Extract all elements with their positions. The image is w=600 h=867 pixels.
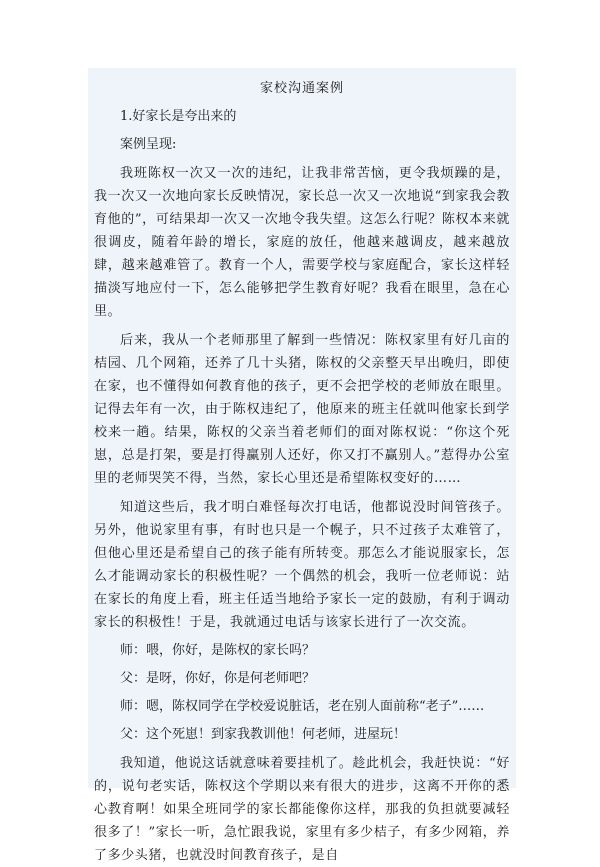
paragraph-1: 我班陈权一次又一次的违纪，让我非常苦恼，更令我烦躁的是，我一次又一次地向家长反映情况，家长总一次又一次地说“到家我会教育他的”，可结果却一次又一次地令我失望。这怎么行呢？陈权本来就很调皮，随着年龄的增长，家庭的放任，他越来越调皮，越来越放肆，越来越难管了。教育一个人，需要学校与家庭配合，家长这样轻描淡写地应付一下，怎么能够把学生教育好呢？我看在眼里，急在心里。 bbox=[94, 166, 510, 319]
dialogue-line-father-1: 父：是呀，你好，你是何老师吧？ bbox=[120, 671, 316, 686]
paragraph-2: 后来，我从一个老师那里了解到一些情况：陈权家里有好几亩的桔园、几个网箱，还养了几十头猪，陈权的父亲整天早出晚归，即使在家，也不懂得如何教育他的孩子，更不会把学校的老师放在眼里。记得去年有一次，由于陈权违纪了，他原来的班主任就叫他家长到学校来一趟。结果，陈权的父亲当着老师们的面对陈权说：“你这个死崽，总是打架，要是打得赢别人还好，你又打不赢别人。”惹得办公室里的老师哭笑不得，当然，家长心里还是希望陈权变好的…… bbox=[94, 333, 510, 486]
dialogue-line-teacher-2: 师：嗯，陈权同学在学校爱说脏话，老在别人面前称“老子”…… bbox=[120, 699, 485, 714]
document-page bbox=[88, 68, 516, 863]
dialogue-line-father-2: 父：这个死崽！到家我教训他！何老师，进屋玩！ bbox=[120, 727, 407, 742]
section-heading: 1.好家长是夸出来的 bbox=[120, 109, 237, 124]
case-label: 案例呈现: bbox=[120, 137, 177, 152]
paragraph-closing: 我知道，他说这话就意味着要挂机了。趁此机会，我赶快说：“好的，说句老实话，陈权这个学期以来有很大的进步，这离不开你的悉心教育啊！如果全班同学的家长都能像你这样，那我的负担就要减轻很多了！”家长一听，急忙跟我说，家里有多少桔子，有多少网箱，养了多少头猪，也就没时间教育孩子，是自 bbox=[94, 756, 510, 863]
document-title: 家校沟通案例 bbox=[259, 81, 344, 96]
dialogue-line-teacher-1: 师：喂，你好，是陈权的家长吗？ bbox=[120, 643, 316, 658]
paragraph-3: 知道这些后，我才明白难怪每次打电话，他都说没时间管孩子。另外，他说家里有事，有时也只是一个幌子，只不过孩子太难管了，但他心里还是希望自己的孩子能有所转变。那怎么才能说服家长，怎么才能调动家长的积极性呢？一个偶然的机会，我听一位老师说：站在家长的角度上看，班主任适当地给予家长一定的鼓励，有利于调动家长的积极性！于是，我就通过电话与该家长进行了一次交流。 bbox=[94, 500, 510, 630]
